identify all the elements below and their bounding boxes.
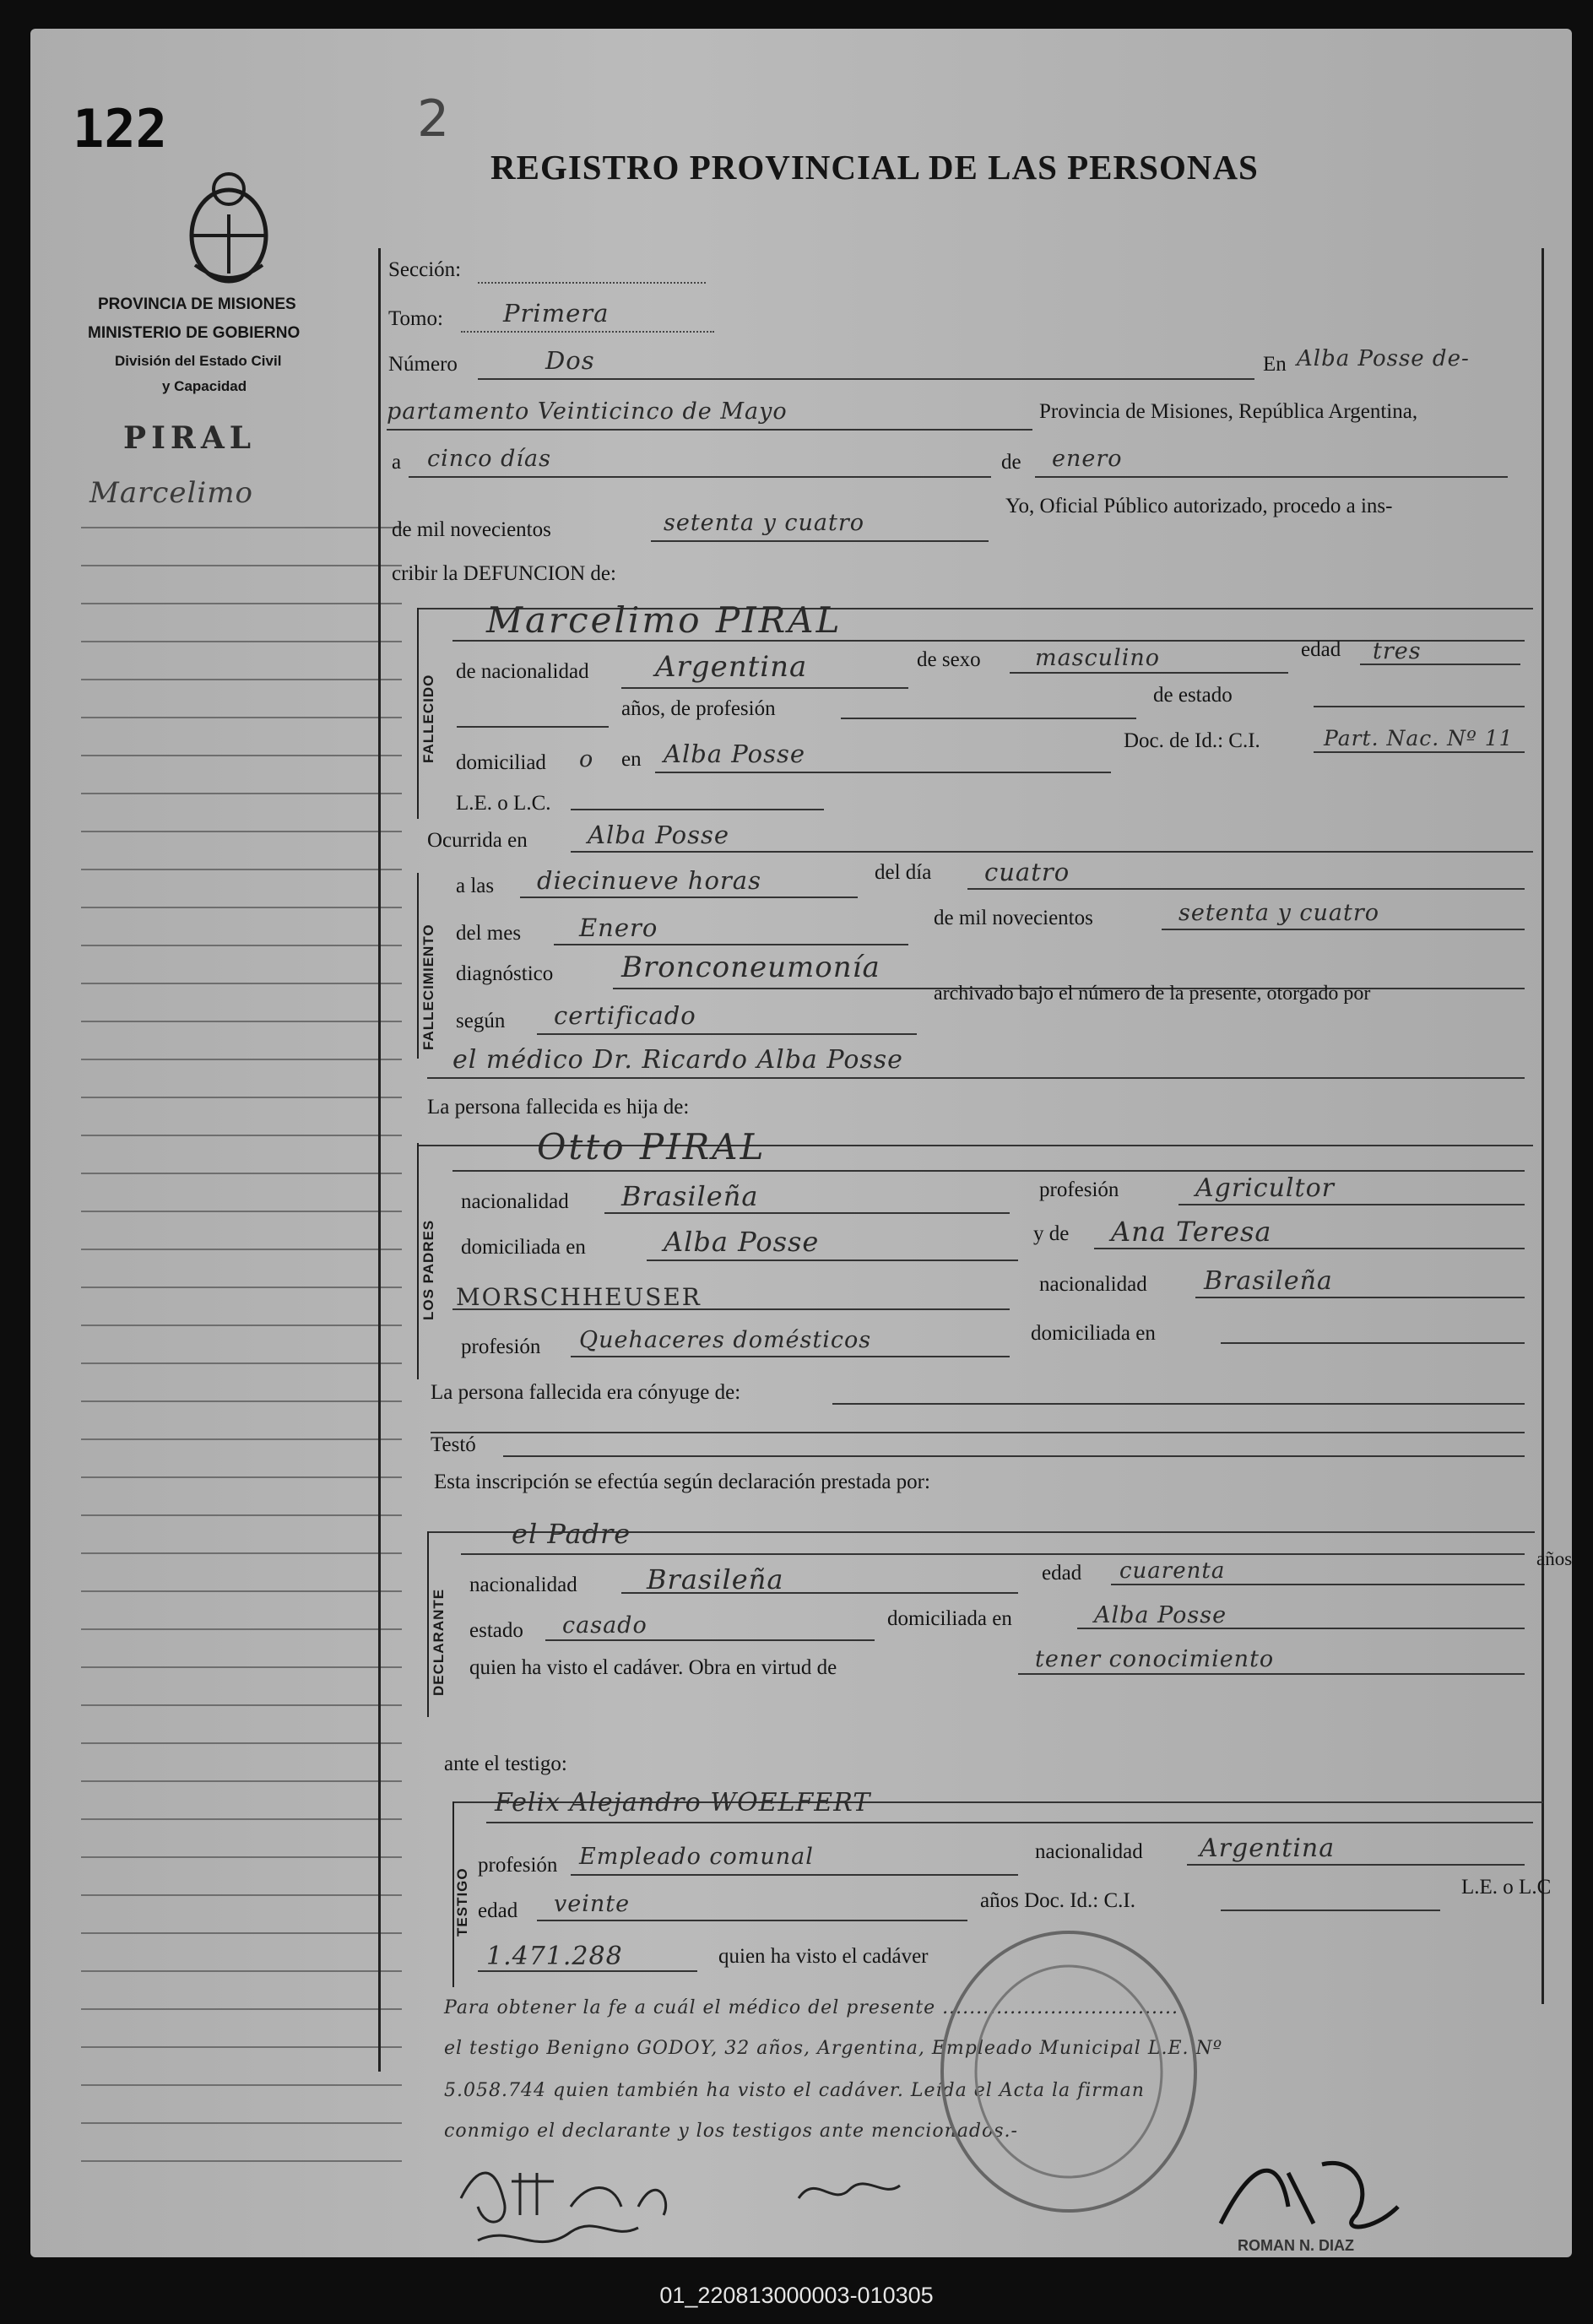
line-le-lc (571, 809, 824, 810)
line-testo (503, 1455, 1525, 1457)
line-conyuge (832, 1403, 1525, 1405)
label-testo: Testó (431, 1433, 476, 1456)
line-fallecido (452, 640, 1525, 642)
line-segun (537, 1033, 917, 1035)
label-seccion: Sección: (388, 258, 462, 281)
value-lugar2: partamento Veinticinco de Mayo (387, 398, 788, 425)
margin-rule-line (81, 1438, 402, 1440)
margin-rule-line (81, 1932, 402, 1934)
label-en: En (1263, 353, 1287, 376)
label-declaracion: Esta inscripción se efectúa según declaración prestada por: (434, 1471, 930, 1493)
label-d-domiciliada: domiciliada en (887, 1607, 1012, 1630)
note-line-1: Para obtener la fe a cuál el médico del presente ................................... (444, 1997, 1178, 2018)
value-diagnostico: Bronconeumonía (621, 951, 880, 984)
label-del-dia: del día (875, 861, 932, 884)
label-provincia: Provincia de Misiones, República Argentina, (1039, 400, 1418, 423)
label-d-anos: años (1536, 1548, 1572, 1569)
label-t-profesion: profesión (478, 1854, 558, 1877)
value-padre: Otto PIRAL (537, 1126, 767, 1167)
label-p-domiciliada: domiciliada en (461, 1236, 586, 1259)
line-madre (1094, 1248, 1525, 1249)
value-tomo: Primera (503, 299, 610, 328)
margin-rule-line (81, 2046, 402, 2048)
value-sexo: masculino (1035, 645, 1160, 671)
value-lugar1: Alba Posse de- (1297, 346, 1470, 371)
org-line-1: PROVINCIA DE MISIONES (98, 295, 296, 313)
margin-rule-line (81, 1704, 402, 1706)
label-doc: Doc. de Id.: C.I. (1124, 729, 1260, 752)
value-madre-prof: Quehaceres domésticos (579, 1327, 872, 1353)
margin-rule-line (81, 2008, 402, 2010)
margin-rule-line (81, 641, 402, 642)
signature-declarante (444, 2148, 765, 2257)
line-numero (478, 378, 1254, 380)
line-madre-dom (1221, 1342, 1525, 1344)
margin-rule-line (81, 1097, 402, 1098)
value-ocurrida: Alba Posse (588, 821, 730, 849)
label-domiciliad: domiciliad (456, 751, 546, 774)
margin-rule-line (81, 1400, 402, 1402)
line-declarante (461, 1553, 1525, 1555)
label-d-estado: estado (469, 1619, 523, 1642)
label-tomo: Tomo: (388, 307, 443, 330)
margin-rule-line (81, 1628, 402, 1630)
label-segun: según (456, 1010, 506, 1032)
line-d-estado (545, 1639, 875, 1641)
value-d-dom: Alba Posse (1094, 1602, 1227, 1628)
value-dia: cinco días (427, 446, 551, 472)
label-conyuge: La persona fallecida era cónyuge de: (431, 1381, 741, 1404)
margin-rule-line (81, 2160, 402, 2162)
value-t-nac: Argentina (1200, 1834, 1336, 1863)
margin-given-name: Marcelimo (89, 476, 253, 510)
note-line-4: conmigo el declarante y los testigos ante mencionados.- (444, 2121, 1018, 2142)
org-line-2: MINISTERIO DE GOBIERNO (88, 324, 301, 342)
signature-testigo (790, 2164, 908, 2215)
official-seal (925, 1920, 1212, 2224)
section-rule-fallecimiento (417, 873, 419, 1059)
line-nacionalidad (621, 687, 908, 689)
value-mes-muerte: Enero (579, 913, 658, 942)
label-t-edad: edad (478, 1899, 518, 1922)
line-anos (457, 726, 609, 728)
value-d-nac: Brasileña (647, 1563, 784, 1595)
line-lugar2 (387, 429, 1032, 431)
line-ano (651, 540, 989, 542)
value-ano: setenta y cuatro (664, 510, 865, 536)
value-numero: Dos (545, 346, 595, 375)
line-dia-muerte (967, 888, 1525, 890)
line-edad (1360, 664, 1520, 665)
line-ano-muerte (1162, 929, 1525, 930)
line-padre-dom (647, 1260, 1018, 1261)
document-title: REGISTRO PROVINCIAL DE LAS PERSONAS (490, 148, 1259, 187)
margin-rule-line (81, 1325, 402, 1326)
value-padre-nac: Brasileña (621, 1180, 759, 1212)
margin-rule-line (81, 1818, 402, 1820)
line-madre-nac (1195, 1297, 1525, 1298)
label-d-edad: edad (1042, 1562, 1082, 1585)
label-yo: Yo, Oficial Público autorizado, procedo a ins- (1005, 495, 1393, 517)
side-label-fallecido: FALLECIDO (420, 674, 436, 763)
label-de: de (1001, 451, 1021, 474)
line-profesion (841, 718, 1136, 719)
line-t-doc-num (478, 1970, 697, 1972)
value-madre2: MORSCHHEUSER (456, 1283, 702, 1311)
value-madre: Ana Teresa (1111, 1216, 1272, 1248)
value-mes: enero (1052, 446, 1123, 472)
section-rule-fallecido (417, 608, 419, 819)
line-t-doc (1221, 1910, 1440, 1911)
margin-rule-line (81, 1856, 402, 1858)
value-hora: diecinueve horas (537, 866, 761, 895)
value-d-virtud: tener conocimiento (1035, 1646, 1275, 1672)
label-nacionalidad: de nacionalidad (456, 660, 589, 683)
value-padre-dom: Alba Posse (664, 1226, 820, 1258)
image-caption: 01_220813000003-010305 (659, 2283, 934, 2308)
note-line-3: 5.058.744 quien también ha visto el cadáver. Leída el Acta la firman (444, 2080, 1145, 2101)
line-d-nac (621, 1592, 1018, 1594)
note-line-2: el testigo Benigno GODOY, 32 años, Argentina, Empleado Municipal L.E. Nº (444, 2038, 1223, 2059)
label-a: a (392, 451, 402, 474)
line-d-edad (1111, 1584, 1525, 1585)
label-p-domiciliada2: domiciliada en (1031, 1322, 1156, 1345)
line-seccion (478, 282, 706, 284)
main-border-right (1542, 248, 1544, 2004)
margin-rule-line (81, 679, 402, 680)
value-nacionalidad: Argentina (655, 650, 808, 684)
margin-rule-line (81, 1362, 402, 1364)
line-mes (1035, 476, 1508, 478)
official-stamp: ROMAN N. DIAZ (1238, 2237, 1354, 2254)
margin-rule-line (81, 831, 402, 832)
page-number: 2 (417, 89, 450, 149)
margin-rule-line (81, 717, 402, 718)
margin-rule-line (81, 1287, 402, 1288)
value-doc: Part. Nac. Nº 11 (1324, 726, 1514, 750)
margin-rule-line (81, 2122, 402, 2124)
margin-rule-line (81, 603, 402, 604)
label-sexo: de sexo (917, 648, 981, 671)
margin-rule-line (81, 1514, 402, 1516)
label-del-mes: del mes (456, 922, 522, 945)
margin-rule-line (81, 1590, 402, 1592)
margin-rule-line (81, 945, 402, 946)
margin-rule-line (81, 1021, 402, 1022)
label-ante: ante el testigo: (444, 1752, 567, 1775)
label-cribir: cribir la DEFUNCION de: (392, 562, 616, 585)
value-testigo: Felix Alejandro WOELFERT (495, 1788, 871, 1817)
line-padre-nac (604, 1212, 1010, 1214)
side-label-fallecimiento: FALLECIMIENTO (420, 924, 436, 1050)
value-d-estado: casado (562, 1612, 647, 1639)
label-p-nacionalidad2: nacionalidad (1039, 1273, 1147, 1296)
value-edad: tres (1373, 638, 1422, 664)
value-t-edad: veinte (554, 1891, 631, 1917)
line-domicilio (655, 772, 1111, 773)
line-mes-muerte (554, 944, 908, 945)
value-declarante: el Padre (512, 1518, 631, 1550)
label-a-las: a las (456, 875, 495, 897)
coat-of-arms-icon (178, 164, 279, 290)
org-line-3: División del Estado Civil (115, 353, 282, 369)
label-hija: La persona fallecida es hija de: (427, 1096, 690, 1119)
line-tomo (461, 331, 714, 333)
margin-rule-line (81, 1894, 402, 1896)
label-p-profesion2: profesión (461, 1335, 541, 1358)
line-padre-prof (1178, 1204, 1525, 1205)
margin-rule-line (81, 1476, 402, 1478)
label-diagnostico: diagnóstico (456, 962, 554, 985)
value-t-doc: 1.471.288 (486, 1942, 623, 1971)
line-d-virtud (1018, 1673, 1525, 1675)
value-domicilio: Alba Posse (664, 739, 806, 768)
label-t-visto: quien ha visto el cadáver (718, 1945, 929, 1968)
side-label-padres: LOS PADRES (420, 1219, 436, 1320)
value-dia-muerte: cuatro (984, 858, 1070, 886)
margin-rule-line (81, 1059, 402, 1060)
value-ano-muerte: setenta y cuatro (1178, 900, 1380, 926)
label-t-anos: años Doc. Id.: C.I. (980, 1889, 1135, 1912)
margin-rule-line (81, 1742, 402, 1744)
side-label-testigo: TESTIGO (454, 1867, 470, 1937)
margin-rule-line (81, 1552, 402, 1554)
label-d-nacionalidad: nacionalidad (469, 1574, 577, 1596)
main-border-left (378, 248, 381, 2072)
label-de-mil: de mil novecientos (392, 518, 551, 541)
label-anos-profesion: años, de profesión (621, 697, 776, 720)
line-medico (427, 1077, 1525, 1079)
line-estado (1314, 706, 1525, 707)
line-madre-prof (571, 1356, 1010, 1357)
margin-rule-line (81, 1780, 402, 1782)
margin-rule-line (81, 1666, 402, 1668)
margin-rule-line (81, 2084, 402, 2086)
margin-rule-line (81, 565, 402, 566)
line-hora (520, 897, 858, 898)
label-de-mil2: de mil novecientos (934, 907, 1093, 929)
margin-surname: PIRAL (123, 420, 257, 456)
section-rule-declarante (427, 1531, 429, 1717)
margin-rule-line (81, 1970, 402, 1972)
line-padre (452, 1170, 1525, 1172)
signature-oficial (1204, 2139, 1423, 2249)
value-t-prof: Empleado comunal (579, 1844, 814, 1870)
margin-rule-line (81, 869, 402, 870)
margin-rule-line (81, 1173, 402, 1174)
margin-rule-line (81, 755, 402, 756)
value-madre-nac: Brasileña (1204, 1266, 1333, 1296)
line-madre2 (452, 1308, 1010, 1310)
margin-rule-line (81, 907, 402, 908)
org-line-4: y Capacidad (162, 378, 247, 394)
margin-rule-line (81, 793, 402, 794)
value-segun: certificado (554, 1001, 696, 1030)
label-p-nacionalidad: nacionalidad (461, 1190, 569, 1213)
label-y-de: y de (1033, 1222, 1070, 1245)
side-label-declarante: DECLARANTE (431, 1588, 447, 1696)
line-d-dom (1077, 1628, 1525, 1629)
domiciliad-suffix: o (579, 746, 594, 772)
line-t-edad (537, 1920, 967, 1921)
margin-rule-line (81, 1211, 402, 1212)
label-t-nacionalidad: nacionalidad (1035, 1840, 1143, 1863)
value-fallecido: Marcelimo PIRAL (486, 599, 843, 641)
line-testigo (486, 1822, 1533, 1823)
line-t-prof (571, 1874, 1018, 1876)
label-d-visto: quien ha visto el cadáver. Obra en virtud de (469, 1656, 837, 1679)
label-edad: edad (1301, 638, 1341, 661)
line-t-nac (1187, 1864, 1525, 1866)
document-page (30, 29, 1572, 2257)
label-t-le: L.E. o L.C (1461, 1876, 1552, 1899)
label-de-estado: de estado (1153, 684, 1233, 707)
margin-rule-line (81, 527, 402, 528)
margin-rule-line (81, 1249, 402, 1250)
label-ocurrida: Ocurrida en (427, 829, 528, 852)
line-ocurrida (571, 851, 1533, 853)
margin-rule-line (81, 983, 402, 984)
value-padre-prof: Agricultor (1195, 1173, 1335, 1203)
line-dia (409, 476, 991, 478)
label-en2: en (621, 748, 642, 771)
value-medico: el médico Dr. Ricardo Alba Posse (452, 1045, 903, 1075)
label-archivado: archivado bajo el número de la presente, otorgado por (934, 983, 1371, 1005)
value-d-edad: cuarenta (1119, 1558, 1226, 1584)
stamp-number: 122 (73, 98, 167, 160)
label-p-profesion: profesión (1039, 1178, 1119, 1201)
margin-rule-line (81, 1135, 402, 1136)
section-rule-padres (417, 1143, 419, 1379)
line-sexo (1010, 672, 1288, 674)
label-le-lc: L.E. o L.C. (456, 792, 551, 815)
label-numero: Número (388, 353, 458, 376)
line-conyuge2 (431, 1432, 1525, 1433)
line-doc (1314, 751, 1525, 753)
